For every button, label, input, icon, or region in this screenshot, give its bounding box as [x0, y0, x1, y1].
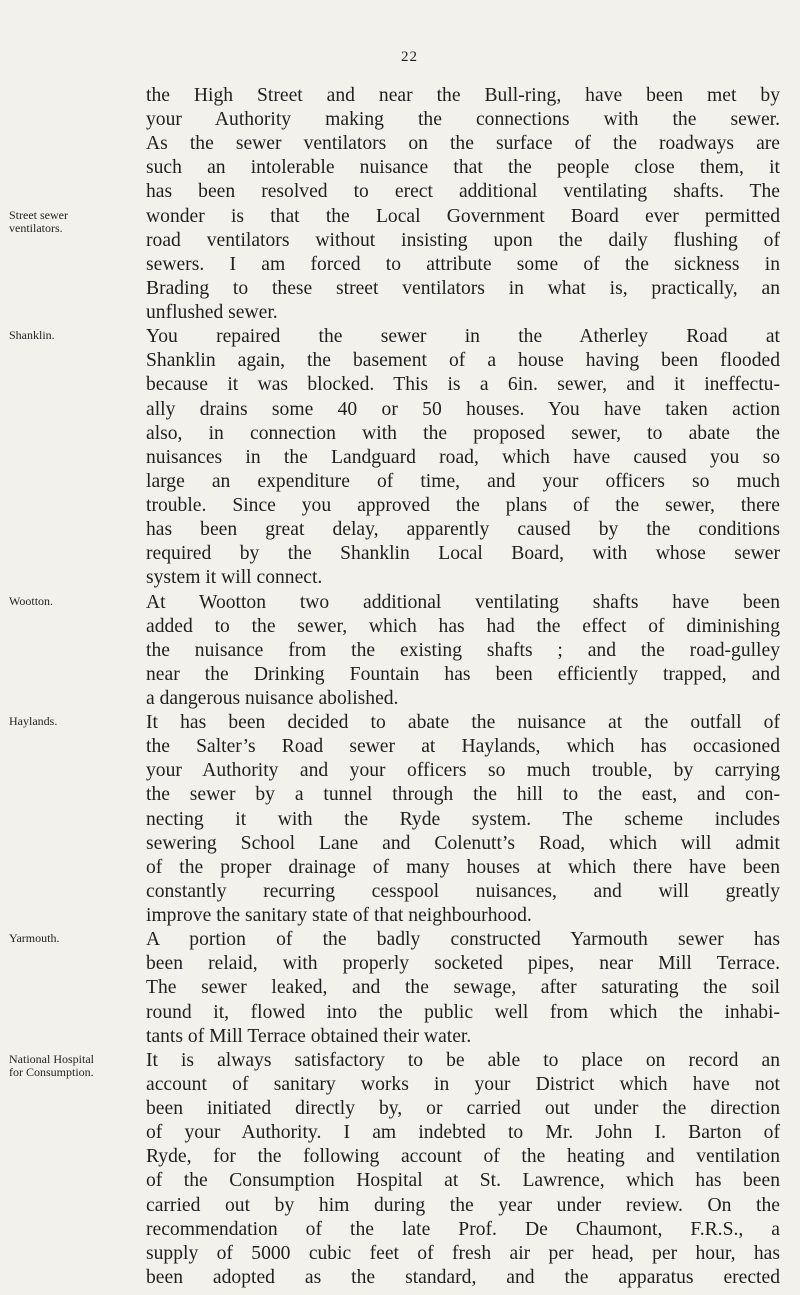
- text-line: also, in connection with the proposed sewer, to abate the: [146, 422, 780, 444]
- text-line: your Authority making the connections with the sewer.: [146, 109, 780, 131]
- text-line: of the proper drainage of many houses at which there have been: [146, 856, 780, 878]
- text-line: sewering School Lane and Colenutt’s Road, which will admit: [146, 832, 780, 854]
- text-line: added to the sewer, which has had the effect of diminishing: [146, 615, 780, 637]
- text-line: of the Consumption Hospital at St. Lawrence, which has been: [146, 1170, 780, 1192]
- text-line: your Authority and your officers so much trouble, by carrying: [146, 760, 780, 782]
- text-line: supply of 5000 cubic feet of fresh air per head, per hour, has: [146, 1242, 780, 1264]
- text-line: The sewer leaked, and the sewage, after saturating the soil: [146, 977, 780, 999]
- text-line: carried out by him during the year under review. On the: [146, 1194, 780, 1216]
- text-line: improve the sanitary state of that neighbourhood.: [146, 905, 532, 927]
- sidenote-national-hospital: National Hospital for Consumption.: [9, 1051, 94, 1079]
- text-line: such an intolerable nuisance that the people close them, it: [146, 157, 780, 179]
- text-line: It is always satisfactory to be able to place on record an: [146, 1049, 780, 1071]
- text-line: the sewer by a tunnel through the hill to the east, and con-: [146, 784, 780, 806]
- text-line: Brading to these street ventilators in what is, practically, an: [146, 277, 780, 299]
- text-line: the Salter’s Road sewer at Haylands, which has occasioned: [146, 736, 780, 758]
- sidenote-street-sewer-ventilators: Street sewer ventilators.: [9, 207, 68, 235]
- text-line: road ventilators without insisting upon the daily flushing of: [146, 229, 780, 251]
- text-line: a dangerous nuisance abolished.: [146, 688, 399, 709]
- text-line: large an expenditure of time, and your officers so much: [146, 470, 780, 492]
- text-line: As the sewer ventilators on the surface of the roadways are: [146, 133, 780, 155]
- text-line: has been great delay, apparently caused by the conditions: [146, 519, 780, 541]
- text-line: ally drains some 40 or 50 houses. You have taken action: [146, 398, 780, 420]
- text-line: required by the Shanklin Local Board, with whose sewer: [146, 543, 780, 565]
- text-line: the nuisance from the existing shafts ; and the road-gulley: [146, 639, 780, 661]
- text-line: of your Authority. I am indebted to Mr. John I. Barton of: [146, 1122, 780, 1144]
- text-line: It has been decided to abate the nuisance at the outfall of: [146, 712, 780, 734]
- text-line: been initiated directly by, or carried out under the direction: [146, 1098, 780, 1120]
- text-line: Shanklin again, the basement of a house having been flooded: [146, 350, 780, 372]
- text-line: tants of Mill Terrace obtained their water.: [146, 1025, 472, 1047]
- text-line: round it, flowed into the public well from which the inhabi-: [146, 1001, 780, 1023]
- sidenote-shanklin: Shanklin.: [9, 328, 55, 343]
- text-line: recommendation of the late Prof. De Chaumont, F.R.S., a: [146, 1218, 780, 1240]
- sidenote-yarmouth: Yarmouth.: [9, 931, 60, 946]
- text-line: nuisances in the Landguard road, which have caused you so: [146, 446, 780, 468]
- page-number: 22: [401, 49, 418, 65]
- text-line: necting it with the Ryde system. The scheme includes: [146, 808, 780, 830]
- text-line: account of sanitary works in your District which have not: [146, 1073, 780, 1095]
- text-line: At Wootton two additional ventilating shafts have been: [146, 591, 780, 613]
- text-line: near the Drinking Fountain has been efficiently trapped, and: [146, 663, 780, 685]
- text-line: trouble. Since you approved the plans of the sewer, there: [146, 495, 780, 517]
- text-line: sewers. I am forced to attribute some of the sickness in: [146, 253, 780, 275]
- text-line: wonder is that the Local Government Board ever permitted: [146, 205, 780, 227]
- sidenote-haylands: Haylands.: [9, 714, 58, 729]
- text-line: You repaired the sewer in the Atherley Road at: [146, 326, 780, 348]
- text-line: the High Street and near the Bull-ring, have been met by: [146, 85, 780, 106]
- text-line: system it will connect.: [146, 567, 323, 589]
- text-line: because it was blocked. This is a 6in. sewer, and it ineffectu-: [146, 374, 780, 396]
- text-line: been adopted as the standard, and the apparatus erected: [146, 1266, 780, 1288]
- text-line: Ryde, for the following account of the heating and ventilation: [146, 1146, 780, 1168]
- text-line: constantly recurring cesspool nuisances, and will greatly: [146, 880, 780, 902]
- text-line: A portion of the badly constructed Yarmouth sewer has: [146, 929, 780, 951]
- text-line: has been resolved to erect additional ventilating shafts. The: [146, 181, 780, 203]
- sidenote-wootton: Wootton.: [9, 593, 54, 608]
- text-line: been relaid, with properly socketed pipes, near Mill Terrace.: [146, 953, 780, 975]
- text-line: unflushed sewer.: [146, 302, 278, 324]
